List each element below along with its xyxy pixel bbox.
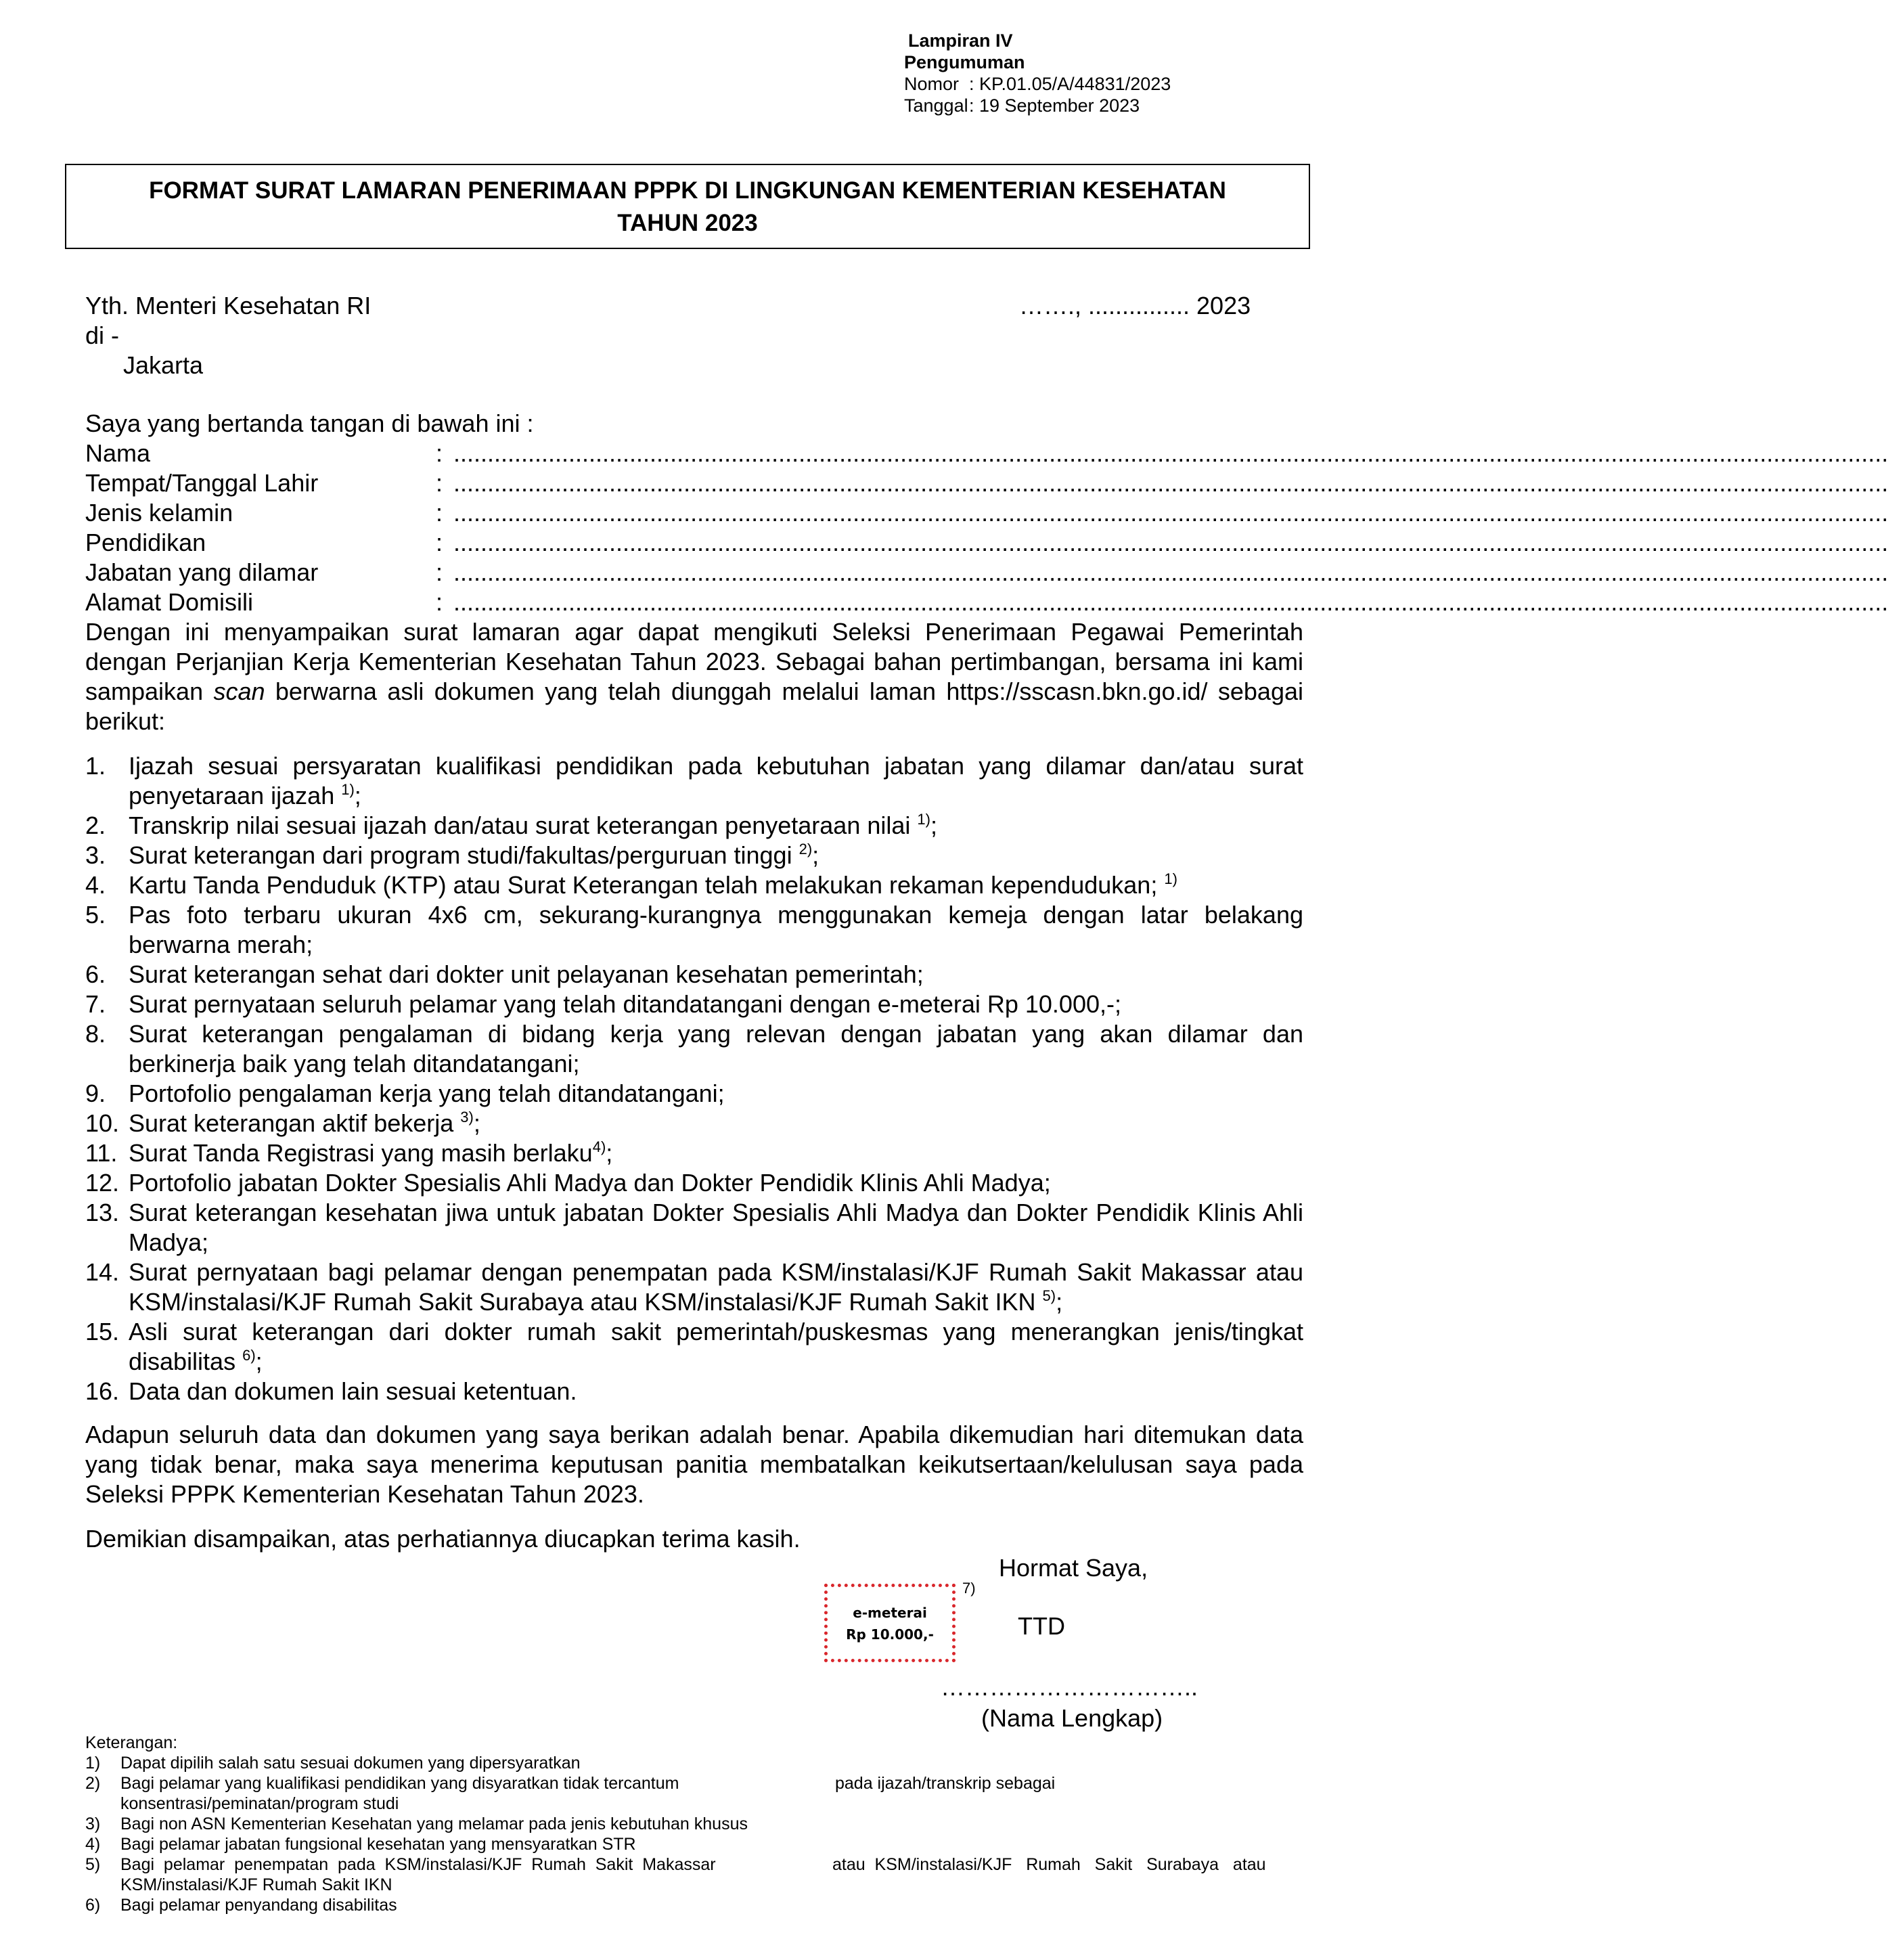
footnote-ref: 1) — [341, 781, 355, 798]
list-item-number: 8. — [85, 1020, 106, 1048]
stamp-footnote-ref: 7) — [962, 1580, 976, 1597]
list-item-text: Ijazah sesuai persyaratan kualifikasi pendidikan pada kebutuhan jabatan yang dilamar dan/atau surat penyetaraan ijazah — [129, 752, 1303, 809]
list-item-text: Surat keterangan kesehatan jiwa untuk jabatan Dokter Spesialis Ahli Madya dan Dokter Pendidik Klinis Ahli Madya; — [129, 1199, 1303, 1256]
list-item-number: 15. — [85, 1318, 120, 1345]
list-item-number: 1. — [85, 752, 106, 780]
list-item — [85, 1168, 1303, 1198]
nomor-row — [904, 73, 1171, 95]
field-label: Pendidikan — [85, 529, 206, 556]
list-item — [85, 841, 1303, 870]
paragraph-1 — [85, 617, 1303, 736]
list-item — [85, 1079, 1303, 1109]
footnote-text-cont: konsentrasi/peminatan/program studi — [120, 1794, 399, 1813]
stamp-line-1: e-meterai — [853, 1605, 927, 1621]
paragraph-2: Adapun seluruh data dan dokumen yang saya berikan adalah benar. Apabila dikemudian hari ditemukan data yang tidak benar, maka saya menerima keputusan panitia membatalkan keikutsertaan/kelulusan saya pada Seleksi PPPK Kementerian Kesehatan Tahun 2023. — [85, 1421, 1303, 1508]
footnote-text: Bagi pelamar yang kualifikasi pendidikan yang disyaratkan tidak tercantum — [120, 1774, 679, 1793]
field-dots: .................................................................................................................................................................................................................... — [453, 499, 1888, 527]
footnote-ref: 1) — [1164, 870, 1177, 887]
signature-ttd: TTD — [1018, 1612, 1065, 1640]
field-jenis-kelamin — [85, 498, 1888, 528]
signature-line: ………………………….. — [941, 1673, 1198, 1701]
footnote-ref: 4) — [592, 1138, 606, 1155]
footnote-text: Bagi pelamar jabatan fungsional kesehatan yang mensyaratkan STR — [120, 1835, 636, 1854]
footnote-4 — [85, 1834, 1310, 1854]
lampiran-label: Lampiran IV — [908, 30, 1013, 51]
pengumuman-label: Pengumuman — [904, 52, 1025, 72]
list-item-tail: ; — [473, 1109, 480, 1137]
footnote-num: 5) — [85, 1855, 101, 1874]
list-item — [85, 989, 1303, 1019]
list-item-text: Surat keterangan pengalaman di bidang kerja yang relevan dengan jabatan yang akan dilamar dan berkinerja baik yang telah ditandatangani; — [129, 1020, 1303, 1077]
list-item-tail: ; — [606, 1139, 613, 1167]
field-label: Tempat/Tanggal Lahir — [85, 469, 319, 497]
tanggal-label: Tanggal — [904, 95, 968, 116]
list-item — [85, 751, 1303, 811]
field-label: Alamat Domisili — [85, 588, 254, 616]
footnote-ref: 5) — [1042, 1287, 1056, 1304]
list-item-text: Asli surat keterangan dari dokter rumah sakit pemerintah/puskesmas yang menerangkan jenis/tingkat disabilitas — [129, 1318, 1303, 1375]
list-item-number: 6. — [85, 960, 106, 988]
intro-text: Saya yang bertanda tangan di bawah ini : — [85, 409, 534, 437]
document-list — [85, 751, 1303, 1406]
field-label: Nama — [85, 439, 151, 467]
field-nama — [85, 439, 1888, 468]
footnote-5-cont — [85, 1875, 1310, 1895]
list-item — [85, 811, 1303, 841]
stamp-line-2: Rp 10.000,- — [846, 1626, 934, 1643]
field-colon: : — [436, 588, 443, 616]
list-item-tail: ; — [354, 782, 361, 809]
list-item-number: 7. — [85, 990, 106, 1018]
footnote-1 — [85, 1753, 1310, 1773]
list-item-text: Surat pernyataan seluruh pelamar yang telah ditandatangani dengan e-meterai Rp 10.000,-; — [129, 990, 1121, 1018]
nomor-value: : KP.01.05/A/44831/2023 — [969, 74, 1171, 94]
list-item-text: Surat keterangan sehat dari dokter unit pelayanan kesehatan pemerintah; — [129, 960, 924, 988]
paragraph-1-text: Dengan ini menyampaikan surat lamaran agar dapat mengikuti Seleksi Penerimaan Pegawai Pemerintah dengan Perjanjian Kerja Kementerian Kesehatan Tahun 2023. Sebagai bahan pertimbangan, bersama ini kami sampaikan — [85, 618, 1303, 705]
field-dots: .................................................................................................................................................................................................................... — [453, 439, 1888, 467]
footnote-ref: 2) — [799, 841, 813, 858]
list-item — [85, 1377, 1303, 1406]
letter-date: ……., ............... 2023 — [1019, 292, 1251, 319]
closing-salutation: Hormat Saya, — [999, 1554, 1148, 1582]
list-item — [85, 1138, 1303, 1168]
footnote-3 — [85, 1814, 1310, 1834]
footnote-text: Dapat dipilih salah satu sesuai dokumen yang dipersyaratkan — [120, 1754, 581, 1773]
footnote-num: 1) — [85, 1754, 101, 1773]
signature-name: (Nama Lengkap) — [981, 1704, 1163, 1732]
title-line-2: TAHUN 2023 — [617, 210, 758, 236]
list-item-text: Surat pernyataan bagi pelamar dengan penempatan pada KSM/instalasi/KJF Rumah Sakit Makassar atau KSM/instalasi/KJF Rumah Sakit Surabaya atau KSM/instalasi/KJF Rumah Sakit IKN — [129, 1258, 1303, 1316]
list-item-text: Portofolio jabatan Dokter Spesialis Ahli Madya dan Dokter Pendidik Klinis Ahli Madya; — [129, 1169, 1051, 1197]
list-item-number: 4. — [85, 871, 106, 899]
field-tempat-tanggal-lahir — [85, 468, 1888, 498]
list-item-text: Pas foto terbaru ukuran 4x6 cm, sekurang-kurangnya menggunakan kemeja dengan latar belakang berwarna merah; — [129, 901, 1303, 958]
recipient-city: Jakarta — [123, 351, 204, 379]
field-jabatan — [85, 558, 1888, 587]
footnote-text-right: pada ijazah/transkrip sebagai — [835, 1774, 1056, 1793]
field-dots: .................................................................................................................................................................................................................... — [453, 529, 1888, 556]
field-label: Jabatan yang dilamar — [85, 558, 319, 586]
list-item-number: 11. — [85, 1139, 118, 1167]
list-item — [85, 960, 1303, 989]
list-item-text: Kartu Tanda Penduduk (KTP) atau Surat Keterangan telah melakukan rekaman kependudukan; — [129, 871, 1165, 899]
list-item-number: 14. — [85, 1258, 120, 1286]
footnote-ref: 3) — [460, 1109, 474, 1126]
list-item-text: Surat Tanda Registrasi yang masih berlaku — [129, 1139, 593, 1167]
recipient-di: di - — [85, 321, 120, 349]
footnote-num: 3) — [85, 1814, 101, 1833]
field-dots: .................................................................................................................................................................................................................... — [453, 469, 1888, 497]
footnote-5 — [85, 1854, 1310, 1875]
paragraph-3: Demikian disampaikan, atas perhatiannya diucapkan terima kasih. — [85, 1525, 801, 1553]
footnote-text-right: atau KSM/instalasi/KJF Rumah Sakit Surabaya atau — [832, 1855, 1266, 1874]
footnote-ref: 6) — [242, 1347, 256, 1364]
footnotes-title: Keterangan: — [85, 1733, 178, 1752]
list-item — [85, 1317, 1303, 1377]
attachment-header — [904, 30, 1171, 116]
footnote-2 — [85, 1773, 1310, 1794]
tanggal-row — [904, 95, 1171, 116]
list-item-text: Transkrip nilai sesuai ijazah dan/atau surat keterangan penyetaraan nilai — [129, 811, 918, 839]
list-item-number: 2. — [85, 811, 106, 839]
list-item-number: 13. — [85, 1199, 120, 1226]
footnote-text: Bagi non ASN Kementerian Kesehatan yang melamar pada jenis kebutuhan khusus — [120, 1814, 748, 1833]
footnote-num: 6) — [85, 1896, 101, 1915]
field-pendidikan — [85, 528, 1888, 558]
document-title — [65, 164, 1310, 249]
list-item-number: 10. — [85, 1109, 120, 1137]
footnote-num: 4) — [85, 1835, 101, 1854]
footnote-text-cont: KSM/instalasi/KJF Rumah Sakit IKN — [120, 1875, 392, 1894]
list-item-tail: ; — [930, 811, 937, 839]
recipient: Yth. Menteri Kesehatan RI — [85, 292, 372, 319]
field-alamat — [85, 587, 1888, 617]
field-colon: : — [436, 439, 443, 467]
footnotes — [85, 1733, 1310, 1915]
list-item — [85, 870, 1303, 900]
list-item-number: 16. — [85, 1377, 120, 1405]
field-colon: : — [436, 469, 443, 497]
list-item — [85, 1257, 1303, 1317]
field-colon: : — [436, 529, 443, 556]
list-item — [85, 1109, 1303, 1138]
list-item — [85, 1198, 1303, 1257]
footnote-ref: 1) — [917, 811, 930, 828]
nomor-label: Nomor — [904, 74, 960, 94]
list-item-tail: ; — [1056, 1288, 1063, 1316]
title-line-1: FORMAT SURAT LAMARAN PENERIMAAN PPPK DI LINGKUNGAN KEMENTERIAN KESEHATAN — [149, 177, 1226, 204]
applicant-fields — [85, 439, 1888, 617]
list-item-tail: ; — [812, 841, 819, 869]
footnote-2-cont — [85, 1794, 1310, 1814]
footnote-6 — [85, 1895, 1310, 1915]
list-item-text: Data dan dokumen lain sesuai ketentuan. — [129, 1377, 577, 1405]
field-label: Jenis kelamin — [85, 499, 233, 527]
field-dots: .................................................................................................................................................................................................................... — [453, 588, 1888, 616]
list-item — [85, 1019, 1303, 1079]
tanggal-value: : 19 September 2023 — [969, 95, 1140, 116]
e-meterai-stamp — [824, 1584, 956, 1662]
list-item-text: Surat keterangan dari program studi/fakultas/perguruan tinggi — [129, 841, 799, 869]
list-item-tail: ; — [255, 1348, 263, 1375]
footnote-text: Bagi pelamar penempatan pada KSM/instalasi/KJF Rumah Sakit Makassar — [120, 1855, 716, 1874]
paragraph-1-text-end: berwarna asli dokumen yang telah diunggah melalui laman https://sscasn.bkn.go.id/ sebagai berikut: — [85, 677, 1303, 735]
field-colon: : — [436, 499, 443, 527]
list-item-text: Portofolio pengalaman kerja yang telah ditandatangani; — [129, 1079, 725, 1107]
list-item-text: Surat keterangan aktif bekerja — [129, 1109, 461, 1137]
list-item-number: 3. — [85, 841, 106, 869]
list-item-number: 12. — [85, 1169, 120, 1197]
list-item-number: 5. — [85, 901, 106, 929]
recipient-block — [85, 291, 1303, 380]
field-colon: : — [436, 558, 443, 586]
list-item-number: 9. — [85, 1079, 106, 1107]
field-dots: .................................................................................................................................................................................................................... — [453, 558, 1888, 586]
footnote-num: 2) — [85, 1774, 101, 1793]
paragraph-1-italic: scan — [213, 677, 265, 705]
footnote-text: Bagi pelamar penyandang disabilitas — [120, 1896, 397, 1915]
list-item — [85, 900, 1303, 960]
